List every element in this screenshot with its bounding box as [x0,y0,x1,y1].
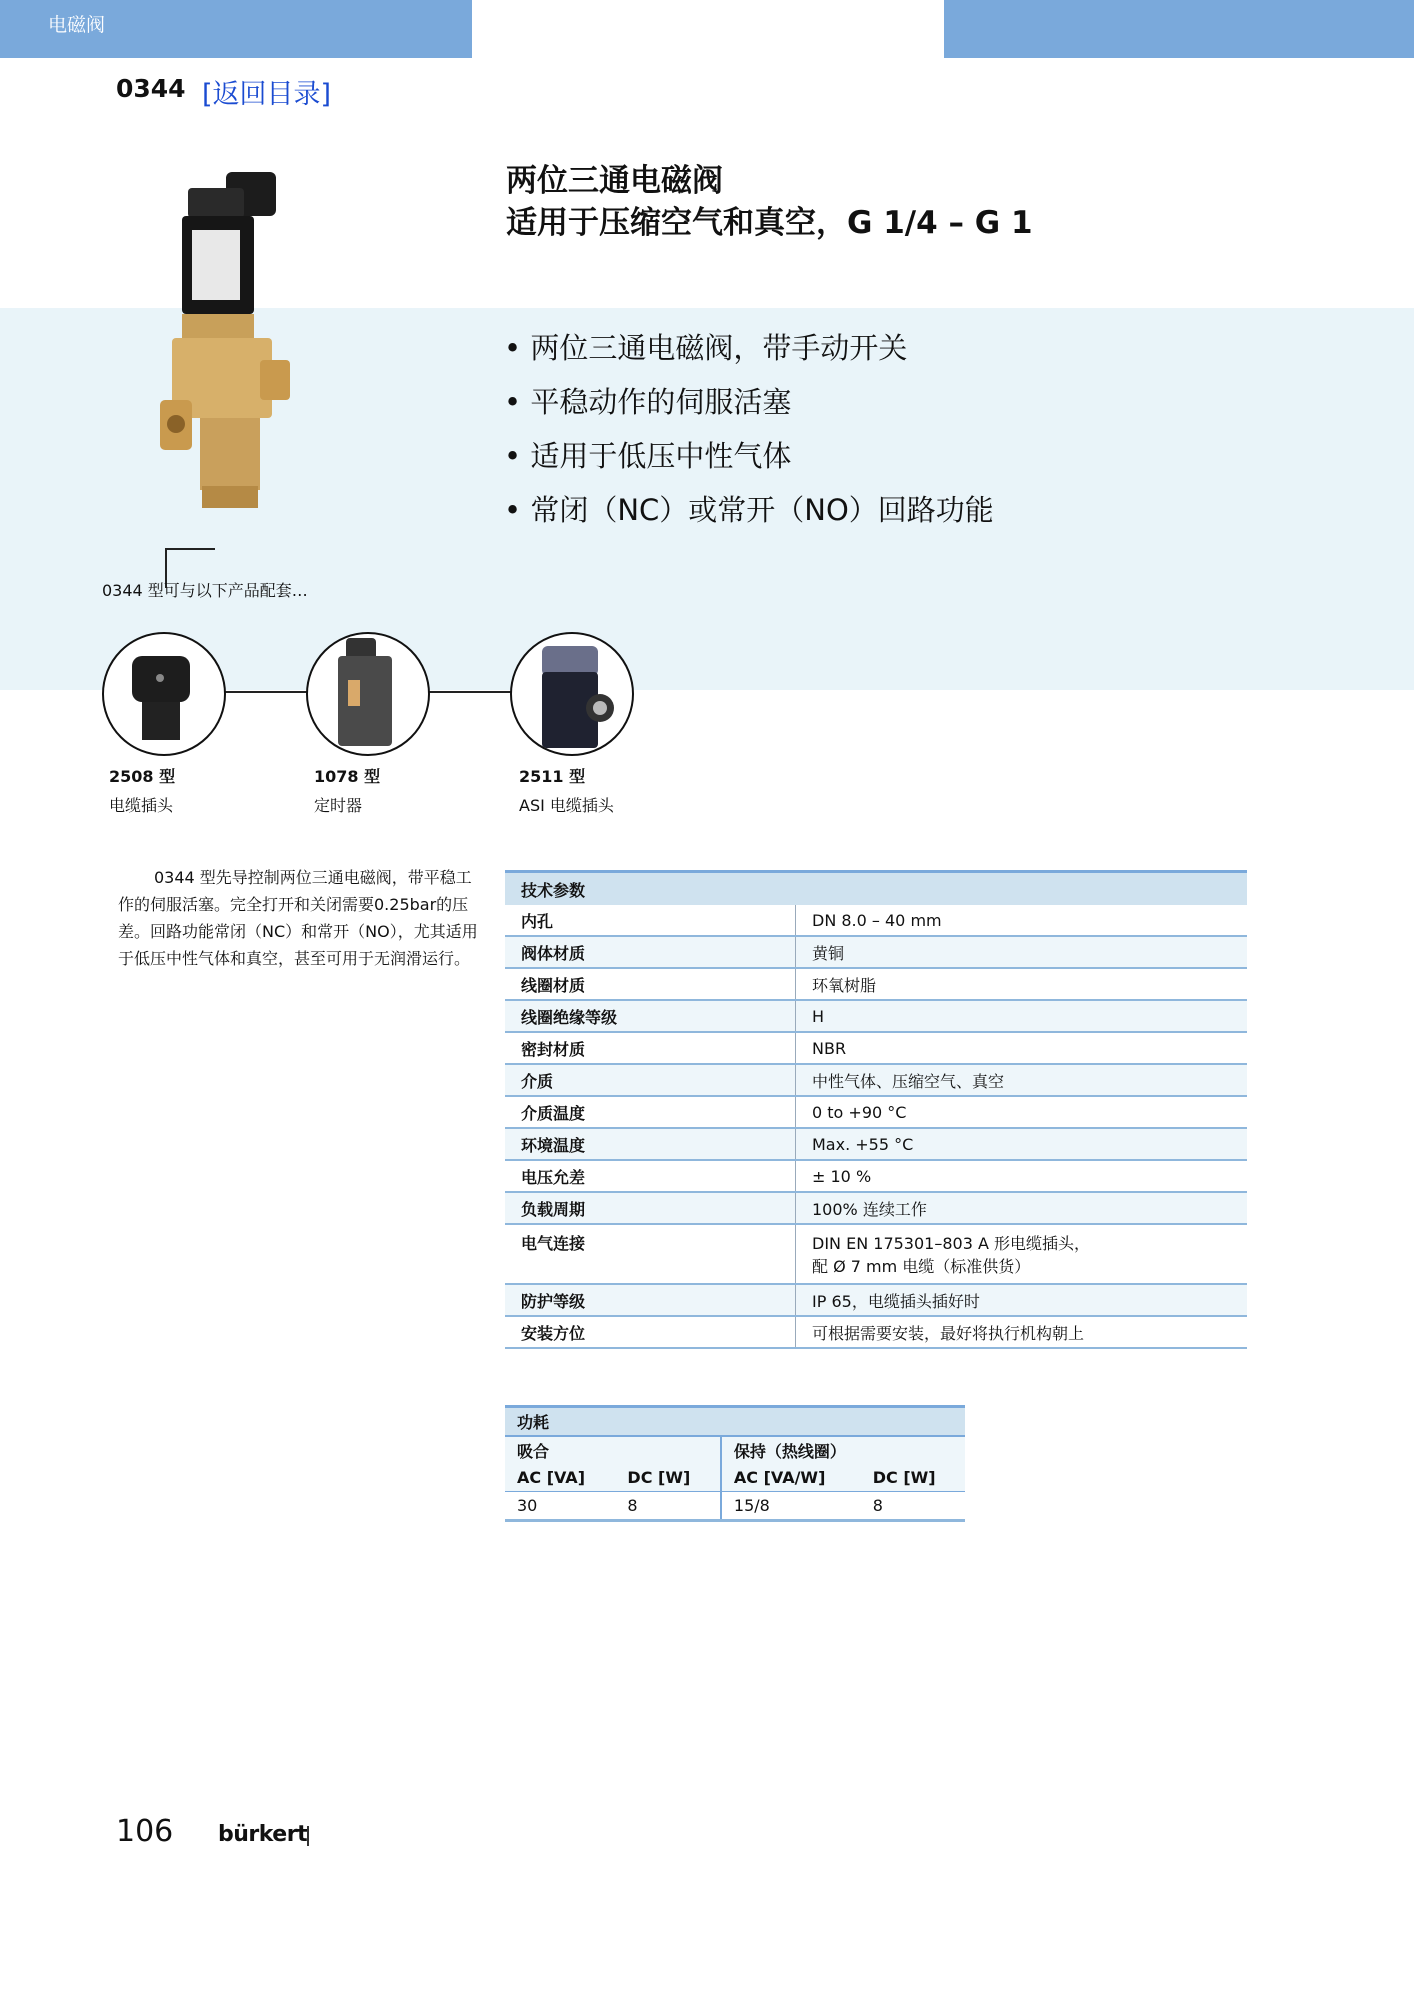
table-row: 负载周期 100% 连续工作 [505,1192,1247,1224]
back-to-contents-link[interactable]: [返回目录] [202,79,332,110]
table-row: 环境温度 Max. +55 °C [505,1128,1247,1160]
feature-item: • 平稳动作的伺服活塞 [504,380,994,434]
spec-value-line2: 配 Ø 7 mm 电缆（标准供货） [812,1257,1031,1276]
table-row: 电气连接 DIN EN 175301–803 A 形电缆插头， 配 Ø 7 mm 电缆（标准供货） [505,1224,1247,1284]
page-number: 106 [116,1814,174,1849]
feature-list [504,326,994,542]
power-col-header: DC [W] [615,1464,720,1492]
product-title-line2: 适用于压缩空气和真空，G 1/4 – G 1 [506,205,1033,241]
accessory-model: 2511 型 [519,767,586,786]
power-col-header: DC [W] [861,1464,965,1492]
power-table-header: 功耗 [505,1407,965,1437]
table-row: 电压允差 ± 10 % [505,1160,1247,1192]
table-row: 介质温度 0 to +90 °C [505,1096,1247,1128]
brand-divider [307,1826,309,1846]
timer-icon [306,632,430,756]
power-group-holding: 保持（热线圈） [721,1436,965,1464]
brand-logo: bürkert [218,1822,308,1847]
header-bar-right [944,0,1414,58]
table-row: 安装方位 可根据需要安装，最好将执行机构朝上 [505,1316,1247,1348]
product-title [506,160,1033,244]
table-row: 阀体材质 黄铜 [505,936,1247,968]
table-row [505,1492,965,1521]
power-value: 8 [615,1492,720,1521]
table-row: 线圈绝缘等级 H [505,1000,1247,1032]
spec-table [505,870,1247,1349]
accessory-model: 2508 型 [109,767,176,786]
table-row: 线圈材质 环氧树脂 [505,968,1247,1000]
feature-item: • 两位三通电磁阀，带手动开关 [504,326,994,380]
table-row: 介质 中性气体、压缩空气、真空 [505,1064,1247,1096]
spec-table-header: 技术参数 [505,872,1247,906]
power-value: 30 [505,1492,615,1521]
power-value: 15/8 [721,1492,861,1521]
section-label: 电磁阀 [48,14,106,36]
power-group-pull-in: 吸合 [505,1436,721,1464]
asi-plug-icon [510,632,634,756]
power-col-header: AC [VA/W] [721,1464,861,1492]
accessory-name: 定时器 [314,796,363,815]
power-table [505,1405,965,1522]
power-col-header: AC [VA] [505,1464,615,1492]
power-value: 8 [861,1492,965,1521]
accessory-name: ASI 电缆插头 [519,796,614,815]
table-row: 内孔 DN 8.0 – 40 mm [505,905,1247,936]
compatibility-label: 0344 型可与以下产品配套… [102,581,308,600]
feature-item: • 常闭（NC）或常开（NO）回路功能 [504,488,994,542]
product-title-line1: 两位三通电磁阀 [506,163,723,199]
table-row: 防护等级 IP 65，电缆插头插好时 [505,1284,1247,1316]
callout-line-top [165,548,215,550]
solenoid-valve-image [160,168,320,528]
product-description: 0344 型先导控制两位三通电磁阀，带平稳工作的伺服活塞。完全打开和关闭需要0.25bar的压差。回路功能常闭（NC）和常开（NO），尤其适用于低压中性气体和真空，甚至可用于无润滑运行。 [118,868,478,968]
spec-value-line1: DIN EN 175301–803 A 形电缆插头， [812,1234,1090,1253]
cable-plug-icon [102,632,226,756]
table-row: 密封材质 NBR [505,1032,1247,1064]
product-code: 0344 [116,74,186,103]
accessory-name: 电缆插头 [109,796,174,815]
accessory-model: 1078 型 [314,767,381,786]
feature-item: • 适用于低压中性气体 [504,434,994,488]
